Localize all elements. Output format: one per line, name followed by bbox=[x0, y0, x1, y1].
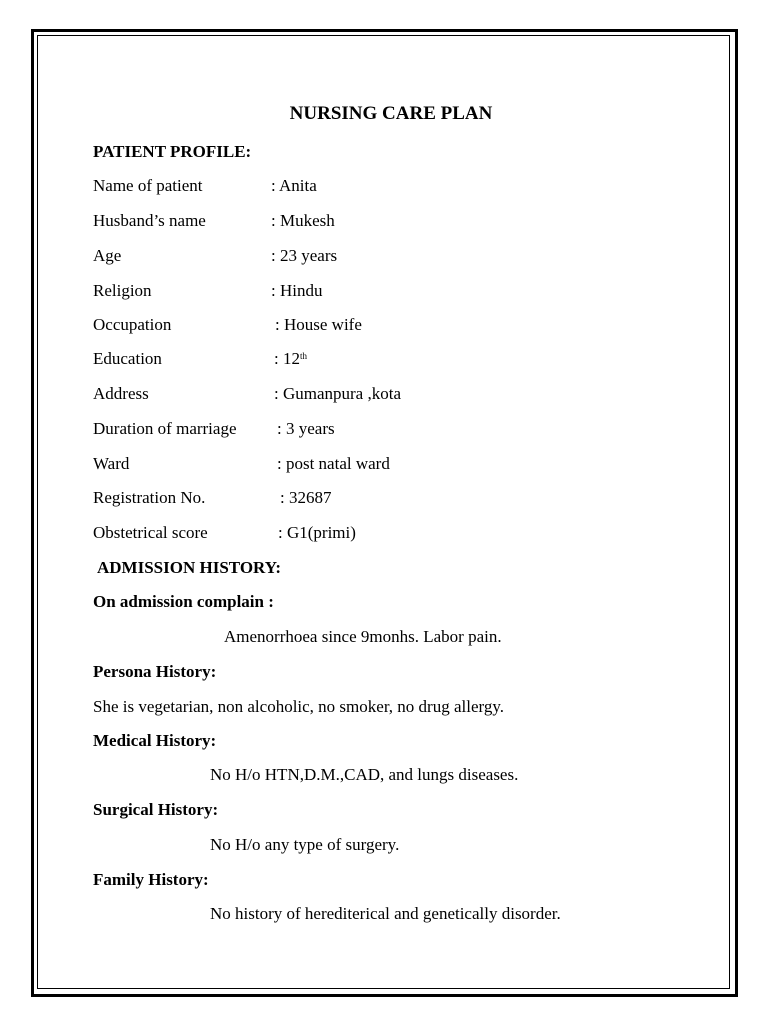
education-superscript: th bbox=[299, 351, 307, 361]
profile-label-education: Education bbox=[93, 349, 162, 368]
profile-value-age: : 23 years bbox=[271, 246, 338, 265]
complain-text: Amenorrhoea since 9monhs. Labor pain. bbox=[224, 627, 502, 646]
profile-label-registration: Registration No. bbox=[93, 488, 206, 507]
profile-label-obstetrical: Obstetrical score bbox=[93, 523, 208, 542]
profile-label-husband: Husband’s name bbox=[93, 211, 206, 230]
profile-value-marriage: : 3 years bbox=[277, 419, 335, 438]
profile-label-marriage: Duration of marriage bbox=[93, 419, 237, 438]
medical-history-text: No H/o HTN,D.M.,CAD, and lungs diseases. bbox=[210, 765, 519, 784]
patient-profile-heading: PATIENT PROFILE: bbox=[93, 142, 252, 161]
page-title: NURSING CARE PLAN bbox=[289, 103, 493, 124]
profile-value-education bbox=[274, 349, 307, 369]
profile-value-occupation: : House wife bbox=[275, 315, 362, 334]
profile-value-husband: : Mukesh bbox=[271, 211, 335, 230]
admission-history-heading: ADMISSION HISTORY: bbox=[97, 558, 282, 577]
profile-value-religion: : Hindu bbox=[271, 281, 323, 300]
persona-history-heading: Persona History: bbox=[93, 662, 217, 681]
profile-value-obstetrical: : G1(primi) bbox=[278, 523, 356, 542]
profile-value-name: : Anita bbox=[271, 176, 317, 195]
persona-history-text: She is vegetarian, non alcoholic, no smoker, no drug allergy. bbox=[93, 697, 504, 716]
education-value-text: : 12 bbox=[274, 349, 300, 368]
profile-label-age: Age bbox=[93, 246, 122, 265]
profile-label-address: Address bbox=[93, 384, 149, 403]
surgical-history-heading: Surgical History: bbox=[93, 800, 219, 819]
surgical-history-text: No H/o any type of surgery. bbox=[210, 835, 400, 854]
profile-label-name: Name of patient bbox=[93, 176, 203, 195]
profile-value-address: : Gumanpura ,kota bbox=[274, 384, 401, 403]
profile-label-ward: Ward bbox=[93, 454, 130, 473]
medical-history-heading: Medical History: bbox=[93, 731, 217, 750]
family-history-text: No history of herediterical and genetically disorder. bbox=[210, 904, 561, 923]
complain-heading: On admission complain : bbox=[93, 592, 274, 611]
profile-value-registration: : 32687 bbox=[280, 488, 332, 507]
profile-label-religion: Religion bbox=[93, 281, 152, 300]
profile-label-occupation: Occupation bbox=[93, 315, 172, 334]
family-history-heading: Family History: bbox=[93, 870, 209, 889]
profile-value-ward: : post natal ward bbox=[277, 454, 390, 473]
